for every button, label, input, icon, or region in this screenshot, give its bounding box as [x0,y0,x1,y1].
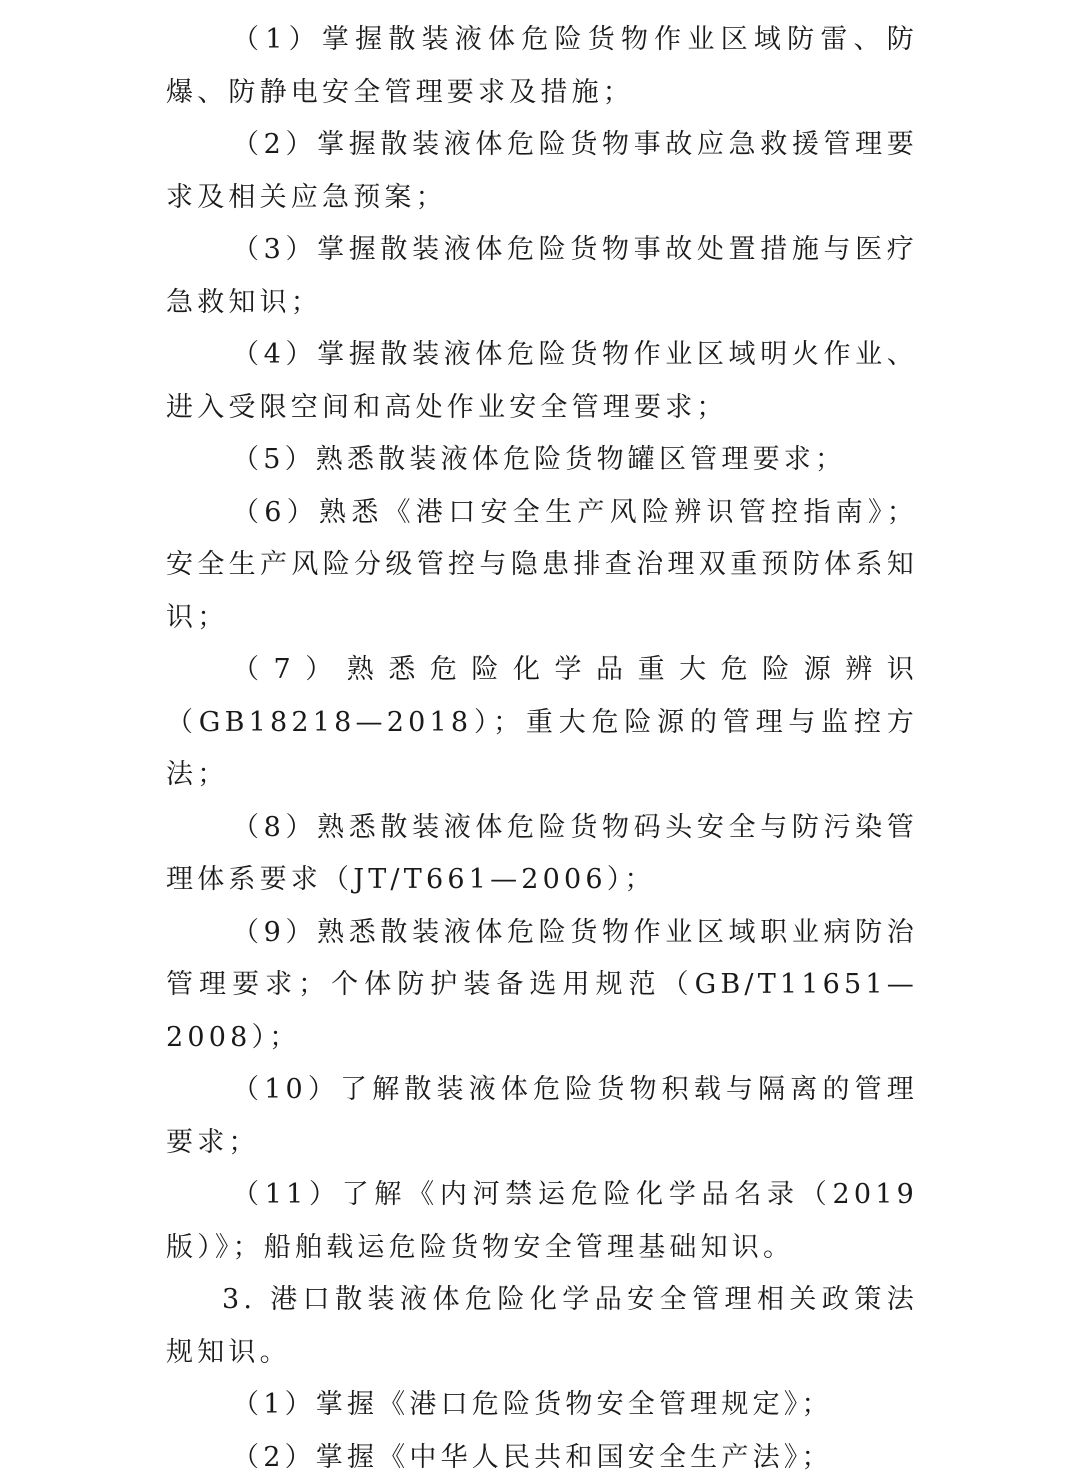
paragraph-item-11: （11）了解《内河禁运危险化学品名录（2019版）》；船舶载运危险货物安全管理基础知识。 [166,1169,918,1274]
paragraph-item-3: （3）掌握散装液体危险货物事故处置措施与医疗急救知识； [166,224,918,329]
paragraph-item-12: （1）掌握《港口危险货物安全管理规定》； [166,1379,918,1432]
paragraph-item-8: （8）熟悉散装液体危险货物码头安全与防污染管理体系要求（JT/T661—2006）； [166,802,918,907]
document-page [166,14,918,1484]
paragraph-item-1: （1）掌握散装液体危险货物作业区域防雷、防爆、防静电安全管理要求及措施； [166,14,918,119]
paragraph-item-5: （5）熟悉散装液体危险货物罐区管理要求； [166,434,918,487]
section-heading-3: 3. 港口散装液体危险化学品安全管理相关政策法规知识。 [166,1274,918,1379]
paragraph-item-6: （6）熟悉《港口安全生产风险辨识管控指南》；安全生产风险分级管控与隐患排查治理双重预防体系知识； [166,487,918,645]
paragraph-item-10: （10）了解散装液体危险货物积载与隔离的管理要求； [166,1064,918,1169]
paragraph-item-9: （9）熟悉散装液体危险货物作业区域职业病防治管理要求；个体防护装备选用规范（GB/T11651—2008）； [166,907,918,1065]
paragraph-item-7: （7）熟悉危险化学品重大危险源辨识（GB18218—2018）；重大危险源的管理与监控方法； [166,644,918,802]
paragraph-item-2: （2）掌握散装液体危险货物事故应急救援管理要求及相关应急预案； [166,119,918,224]
paragraph-item-13: （2）掌握《中华人民共和国安全生产法》； [166,1432,918,1484]
paragraph-item-4: （4）掌握散装液体危险货物作业区域明火作业、进入受限空间和高处作业安全管理要求； [166,329,918,434]
